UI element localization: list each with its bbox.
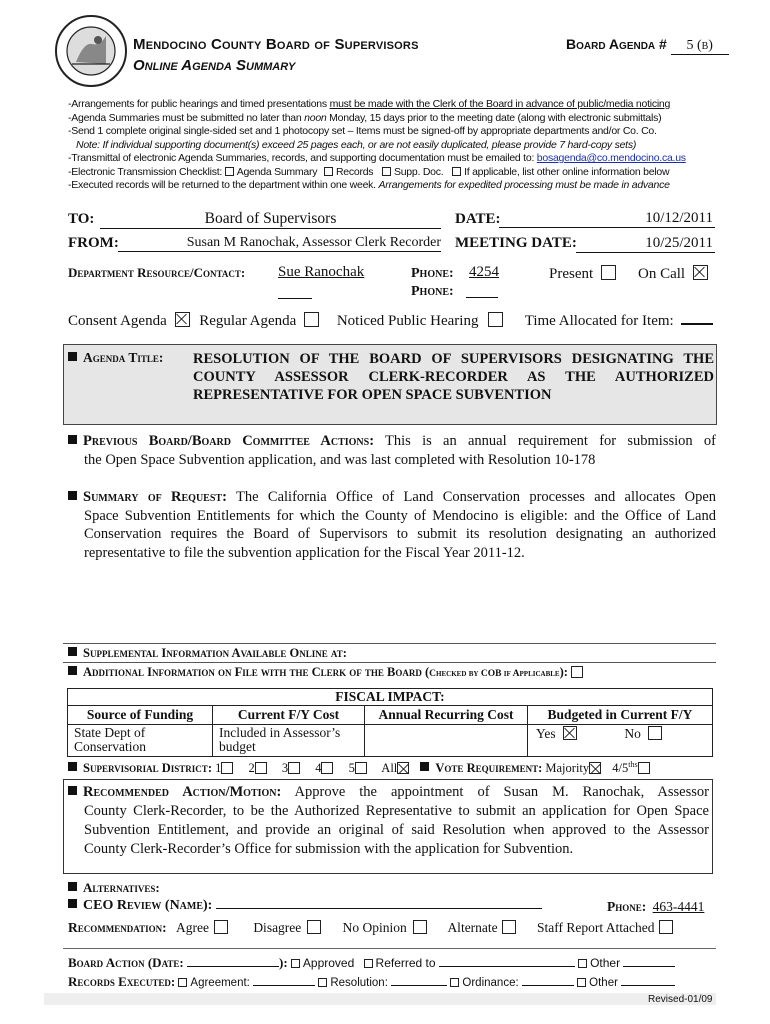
agreement-checkbox[interactable]	[178, 978, 187, 987]
note-line: -Arrangements for public hearings and timed presentations must be made with the Clerk of the Board in advance of public/media noticing	[68, 98, 671, 110]
agenda-title-line: REPRESENTATIVE FOR OPEN SPACE SUBVENTION	[193, 387, 552, 403]
budgeted-yes-label: Yes	[536, 726, 556, 741]
county-seal	[54, 14, 128, 88]
phone2-field[interactable]	[466, 297, 498, 298]
on-call-label: On Call	[638, 266, 686, 282]
board-action-date-field[interactable]	[187, 966, 279, 967]
fiscal-impact-table	[67, 688, 713, 757]
fiscal-header: Current F/Y Cost	[213, 706, 365, 725]
ceo-phone-value[interactable]: 463-4441	[652, 899, 705, 914]
budgeted-yes-checkbox[interactable]	[563, 726, 577, 740]
regular-agenda-checkbox[interactable]	[304, 312, 319, 327]
bullet-icon	[68, 491, 77, 500]
other-action-checkbox[interactable]	[578, 959, 587, 968]
recommended-line: County Clerk-Recorder, to be the Authorized Representative to submit an application for Open Space	[84, 803, 709, 819]
budgeted-cell	[528, 725, 713, 757]
regular-agenda-label: Regular Agenda	[199, 313, 297, 329]
supp-doc-checkbox[interactable]	[382, 167, 391, 176]
alternatives-label: Alternatives:	[68, 880, 160, 896]
date-field[interactable]: 10/12/2011	[499, 210, 715, 228]
ceo-phone	[607, 899, 704, 915]
note-line: -Transmittal of electronic Agenda Summaries, records, and supporting documentation must be emailed to: bosagenda@co.mendocino.ca.us	[68, 152, 686, 164]
phone-label: Phone:	[411, 266, 454, 281]
summary-label: Summary of Request:	[83, 489, 227, 505]
no-opinion-checkbox[interactable]	[413, 920, 427, 934]
district-1-checkbox[interactable]	[221, 762, 233, 774]
bosagenda-email-link[interactable]: bosagenda@co.mendocino.ca.us	[536, 152, 686, 164]
records-executed-label: Records Executed:	[68, 974, 176, 989]
recommended-line: Recommended Action/Motion: Approve the appointment of Susan M. Ranochak, Assessor	[68, 783, 709, 802]
records-checkbox[interactable]	[324, 167, 333, 176]
on-call-checkbox[interactable]	[693, 265, 708, 280]
fiscal-header: Source of Funding	[68, 706, 213, 725]
agenda-number-value[interactable]: 5 (b)	[671, 38, 729, 55]
bullet-icon	[68, 352, 77, 361]
to-label: TO:	[68, 211, 95, 227]
cob-checked-checkbox[interactable]	[571, 666, 583, 678]
source-of-funding-cell[interactable]: State Dept of Conservation	[68, 725, 213, 757]
noticed-hearing-checkbox[interactable]	[488, 312, 503, 327]
resolution-checkbox[interactable]	[318, 978, 327, 987]
present-option[interactable]	[549, 265, 616, 283]
summary-of-request	[68, 488, 716, 562]
agenda-type-row	[68, 312, 713, 330]
current-fy-cost-cell[interactable]: Included in Assessor’s budget	[213, 725, 365, 757]
agenda-title-line: RESOLUTION OF THE BOARD OF SUPERVISORS DESIGNATING THE	[193, 351, 714, 367]
from-field[interactable]: Susan M Ranochak, Assessor Clerk Recorder	[118, 235, 441, 252]
other-online-checkbox[interactable]	[452, 167, 461, 176]
bullet-icon	[68, 762, 77, 771]
time-allocated-label: Time Allocated for Item:	[524, 313, 674, 329]
alternate-checkbox[interactable]	[502, 920, 516, 934]
ceo-phone-label: Phone:	[607, 899, 647, 914]
board-agenda-number	[566, 36, 729, 55]
budgeted-no-checkbox[interactable]	[648, 726, 662, 740]
summary-line: representative to file the subvention application for the Fiscal Year 2011-12.	[84, 544, 525, 561]
ceo-review: CEO Review (Name):	[68, 898, 542, 914]
ordinance-field[interactable]	[522, 985, 574, 986]
agenda-title-text	[193, 350, 714, 404]
present-checkbox[interactable]	[601, 265, 616, 280]
note-line: Note: If individual supporting document(s) exceed 25 pages each, or are not easily duplicated, please provide 7 hard-copy sets)	[76, 138, 637, 151]
fiscal-header: Annual Recurring Cost	[365, 706, 528, 725]
agreement-field[interactable]	[253, 985, 315, 986]
noticed-hearing-label: Noticed Public Hearing	[336, 313, 479, 329]
supplemental-info: Supplemental Information Available Online at:	[68, 646, 347, 661]
district-2-checkbox[interactable]	[255, 762, 267, 774]
vote-requirement-label: Vote Requirement:	[435, 761, 543, 776]
district-5-checkbox[interactable]	[355, 762, 367, 774]
referred-to-field[interactable]	[439, 966, 575, 967]
disagree-checkbox[interactable]	[307, 920, 321, 934]
bullet-icon	[68, 435, 77, 444]
agenda-summary-checkbox[interactable]	[225, 167, 234, 176]
other-action-field[interactable]	[623, 966, 675, 967]
recommendation-row: Recommendation: Agree Disagree No Opinion Alternate Staff Report Attached	[68, 920, 673, 936]
district-vote-row: Supervisorial District: 1 2 3 4 5 All Vote Requirement: Majority $4/5^{ths}$	[68, 760, 650, 776]
bullet-icon	[68, 882, 77, 891]
district-label: Supervisorial District:	[83, 761, 212, 776]
dept-contact-field[interactable]: Sue Ranochak	[278, 264, 365, 280]
agenda-number-label: Board Agenda #	[566, 36, 667, 52]
district-4-checkbox[interactable]	[321, 762, 333, 774]
ordinance-checkbox[interactable]	[450, 978, 459, 987]
recommendation-label: Recommendation:	[68, 920, 167, 935]
agree-checkbox[interactable]	[214, 920, 228, 934]
fiscal-impact-title: FISCAL IMPACT:	[68, 689, 713, 706]
referred-checkbox[interactable]	[364, 959, 373, 968]
summary-line: Conservation requires the Board of Supervisors to submit its resolution designating an authorized	[84, 526, 716, 542]
note-line: -Send 1 complete original single-sided set and 1 photocopy set – Items must be signed-off by appropriate departments and/or Co. Co.	[68, 125, 657, 137]
consent-agenda-checkbox[interactable]	[175, 312, 190, 327]
other-record-checkbox[interactable]	[577, 978, 586, 987]
on-call-option[interactable]	[638, 265, 708, 283]
from-label: FROM:	[68, 235, 119, 251]
previous-actions-line: Previous Board/Board Committee Actions: This is an annual requirement for submission of	[68, 432, 716, 451]
ceo-name-field[interactable]	[216, 908, 542, 909]
page-title: Mendocino County Board of Supervisors	[133, 36, 419, 53]
records-executed-row: Records Executed: Agreement: Resolution: Ordinance: Other	[68, 974, 675, 990]
four-fifths-checkbox[interactable]	[638, 762, 650, 774]
majority-checkbox[interactable]	[589, 762, 601, 774]
resolution-field[interactable]	[391, 985, 447, 986]
district-all-checkbox[interactable]	[397, 762, 409, 774]
divider	[63, 643, 716, 644]
bullet-icon	[68, 899, 77, 908]
previous-actions-label: Previous Board/Board Committee Actions:	[83, 433, 375, 449]
note-line: -Agenda Summaries must be submitted no later than noon Monday, 15 days prior to the meeting date (along with electronic submittals)	[68, 111, 662, 124]
present-label: Present	[549, 266, 594, 282]
consent-agenda-label: Consent Agenda	[68, 313, 167, 329]
phone2-label: Phone:	[411, 284, 454, 299]
summary-line: Space Subvention Entitlements for which the County of Mendocino is eligible: and the Office of Land	[84, 507, 716, 524]
dept-contact-label: Department Resource/Contact:	[68, 265, 246, 280]
other-record-field[interactable]	[621, 985, 675, 986]
budgeted-no-label: No	[624, 726, 641, 741]
fiscal-header: Budgeted in Current F/Y	[528, 706, 713, 725]
phone-field[interactable]: 4254	[469, 264, 499, 280]
recommended-action	[68, 783, 709, 859]
to-field[interactable]: Board of Supervisors	[100, 210, 441, 229]
board-action-label: Board Action (Date:	[68, 955, 184, 970]
note-line: -Electronic Transmission Checklist: Agenda Summary Records Supp. Doc. If applicable, list other online information below	[68, 165, 670, 178]
bullet-icon	[420, 762, 429, 771]
previous-actions-line: the Open Space Subvention application, and was last completed with Resolution 10-178	[84, 452, 596, 468]
agenda-title-line: COUNTY ASSESSOR CLERK-RECORDER AS THE AUTHORIZED	[193, 369, 714, 385]
district-3-checkbox[interactable]	[288, 762, 300, 774]
bullet-icon	[68, 666, 77, 675]
board-action-row: Board Action (Date: ): Approved Referred to Other	[68, 955, 675, 971]
page-subtitle: Online Agenda Summary	[133, 57, 296, 74]
summary-line: Summary of Request: The California Office of Land Conservation processes and allocates Open	[68, 488, 716, 507]
meeting-date-field[interactable]: 10/25/2011	[576, 235, 715, 253]
divider	[63, 662, 716, 663]
approved-checkbox[interactable]	[291, 959, 300, 968]
bullet-icon	[68, 647, 77, 656]
recommended-line: County Clerk-Recorder’s Office for submission with the application for Subvention.	[84, 841, 574, 857]
agenda-title-label: Agenda Title:	[68, 350, 163, 366]
time-allocated-field[interactable]	[681, 323, 713, 325]
footer-bar	[44, 993, 716, 1005]
dept-contact-extra-line[interactable]	[278, 298, 312, 299]
bullet-icon	[68, 786, 77, 795]
previous-actions	[68, 432, 716, 470]
meeting-date-label: MEETING DATE:	[455, 235, 577, 251]
staff-report-checkbox[interactable]	[659, 920, 673, 934]
recommended-label: Recommended Action/Motion:	[83, 784, 282, 800]
submission-notes	[68, 98, 708, 193]
annual-recurring-cost-cell[interactable]	[365, 725, 528, 757]
additional-info: Additional Information on File with the Clerk of the Board (Checked by COB if Applicable):	[68, 665, 583, 680]
date-label: DATE:	[455, 211, 501, 227]
recommended-line: Subvention Entitlement, and provide an original of said Resolution when approved to the Assessor	[84, 822, 709, 838]
note-line: -Executed records will be returned to the department within one week. Arrangements for expedited processing must be made in advance	[68, 179, 670, 191]
revised-label: Revised-01/09	[648, 994, 713, 1005]
